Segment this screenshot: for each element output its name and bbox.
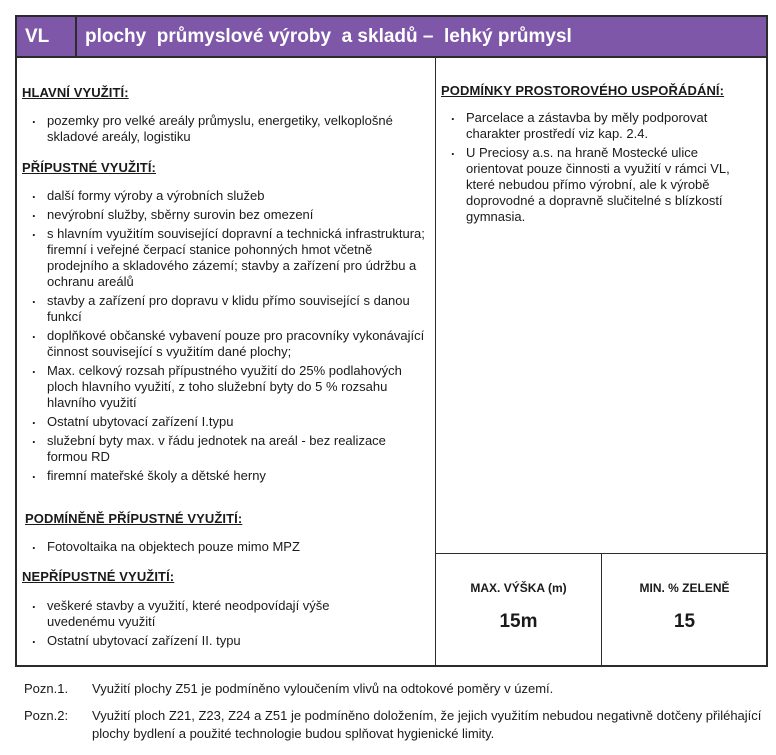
permitted-use-list: [23, 188, 428, 487]
note-text: Využití ploch Z21, Z23, Z24 a Z51 je podmíněno doložením, že jejich využitím nebudou negativně dotčeny přiléhající plochy bydlení a použité technologie budou splňovat hygienické limity.: [92, 708, 762, 741]
limits-column-divider: [601, 554, 602, 665]
zone-header: [17, 17, 766, 58]
max-height-label: MAX. VÝŠKA (m): [470, 581, 567, 595]
zone-title: plochy průmyslové výroby a skladů – lehký průmysl: [85, 26, 572, 47]
list-item: . U Preciosy a.s. na hraně Mostecké ulice orientovat pouze činnosti a využití v rámci VL, které nebudou přímo výrobní, ale k výrobě doprovodné a dopravně slučitelné s blízkostí gymnasia.: [442, 145, 742, 225]
zone-code: VL: [17, 17, 77, 56]
usage-column: [17, 58, 435, 665]
main-use-heading: HLAVNÍ VYUŽITÍ:: [22, 85, 129, 100]
note-text: Využití plochy Z51 je podmíněno vyloučením vlivů na odtokové poměry v území.: [92, 681, 554, 696]
list-item: . Ostatní ubytovací zařízení I.typu: [23, 414, 428, 430]
list-item: . nevýrobní služby, sběrny surovin bez omezení: [23, 207, 428, 223]
list-item: . s hlavním využitím související dopravní a technická infrastruktura; firemní i veřejné čerpací stanice pohonných hmot včetně prodejního a skladového zázemí; stavby a zařízení pro údržbu a ochranu areálů: [23, 226, 428, 290]
list-item: . firemní mateřské školy a dětské herny: [23, 468, 428, 484]
prohibited-use-list: [23, 598, 383, 652]
prohibited-use-heading: NEPŘÍPUSTNÉ VYUŽITÍ:: [22, 569, 175, 584]
main-use-list: [23, 113, 423, 148]
list-item: . Ostatní ubytovací zařízení II. typu: [23, 633, 383, 649]
max-height-value: 15m: [499, 611, 538, 632]
list-item: . stavby a zařízení pro dopravu v klidu přímo související s danou funkcí: [23, 293, 428, 325]
note-label: Pozn.2:: [24, 708, 69, 723]
spatial-conditions-heading: PODMÍNKY PROSTOROVÉHO USPOŘÁDÁNÍ:: [441, 83, 725, 98]
spatial-conditions-column: [435, 58, 766, 665]
min-green-value: 15: [673, 611, 696, 632]
list-item: . Fotovoltaika na objektech pouze mimo MPZ: [23, 539, 423, 555]
conditional-use-list: [23, 539, 423, 558]
list-item: . pozemky pro velké areály průmyslu, energetiky, velkoplošné skladové areály, logistiku: [23, 113, 423, 145]
list-item: . doplňkové občanské vybavení pouze pro pracovníky vykonávající činnost související s využitím dané plochy;: [23, 328, 428, 360]
conditional-use-heading: PODMÍNĚNĚ PŘÍPUSTNÉ VYUŽITÍ:: [25, 511, 243, 526]
spatial-conditions-list: [442, 110, 742, 228]
min-green-label: MIN. % ZELENĚ: [639, 581, 730, 595]
zoning-card: [15, 15, 768, 667]
list-item: . Parcelace a zástavba by měly podporovat charakter prostředí viz kap. 2.4.: [442, 110, 742, 142]
permitted-use-heading: PŘÍPUSTNÉ VYUŽITÍ:: [22, 160, 156, 175]
note-label: Pozn.1.: [24, 681, 69, 696]
list-item: . další formy výroby a výrobních služeb: [23, 188, 428, 204]
list-item: . veškeré stavby a využití, které neodpovídají výše uvedenému využití: [23, 598, 383, 630]
list-item: . služební byty max. v řádu jednotek na areál - bez realizace formou RD: [23, 433, 428, 465]
list-item: . Max. celkový rozsah přípustného využití do 25% podlahových ploch hlavního využití, z toho služební byty do 5 % rozsahu hlavního využití: [23, 363, 428, 411]
